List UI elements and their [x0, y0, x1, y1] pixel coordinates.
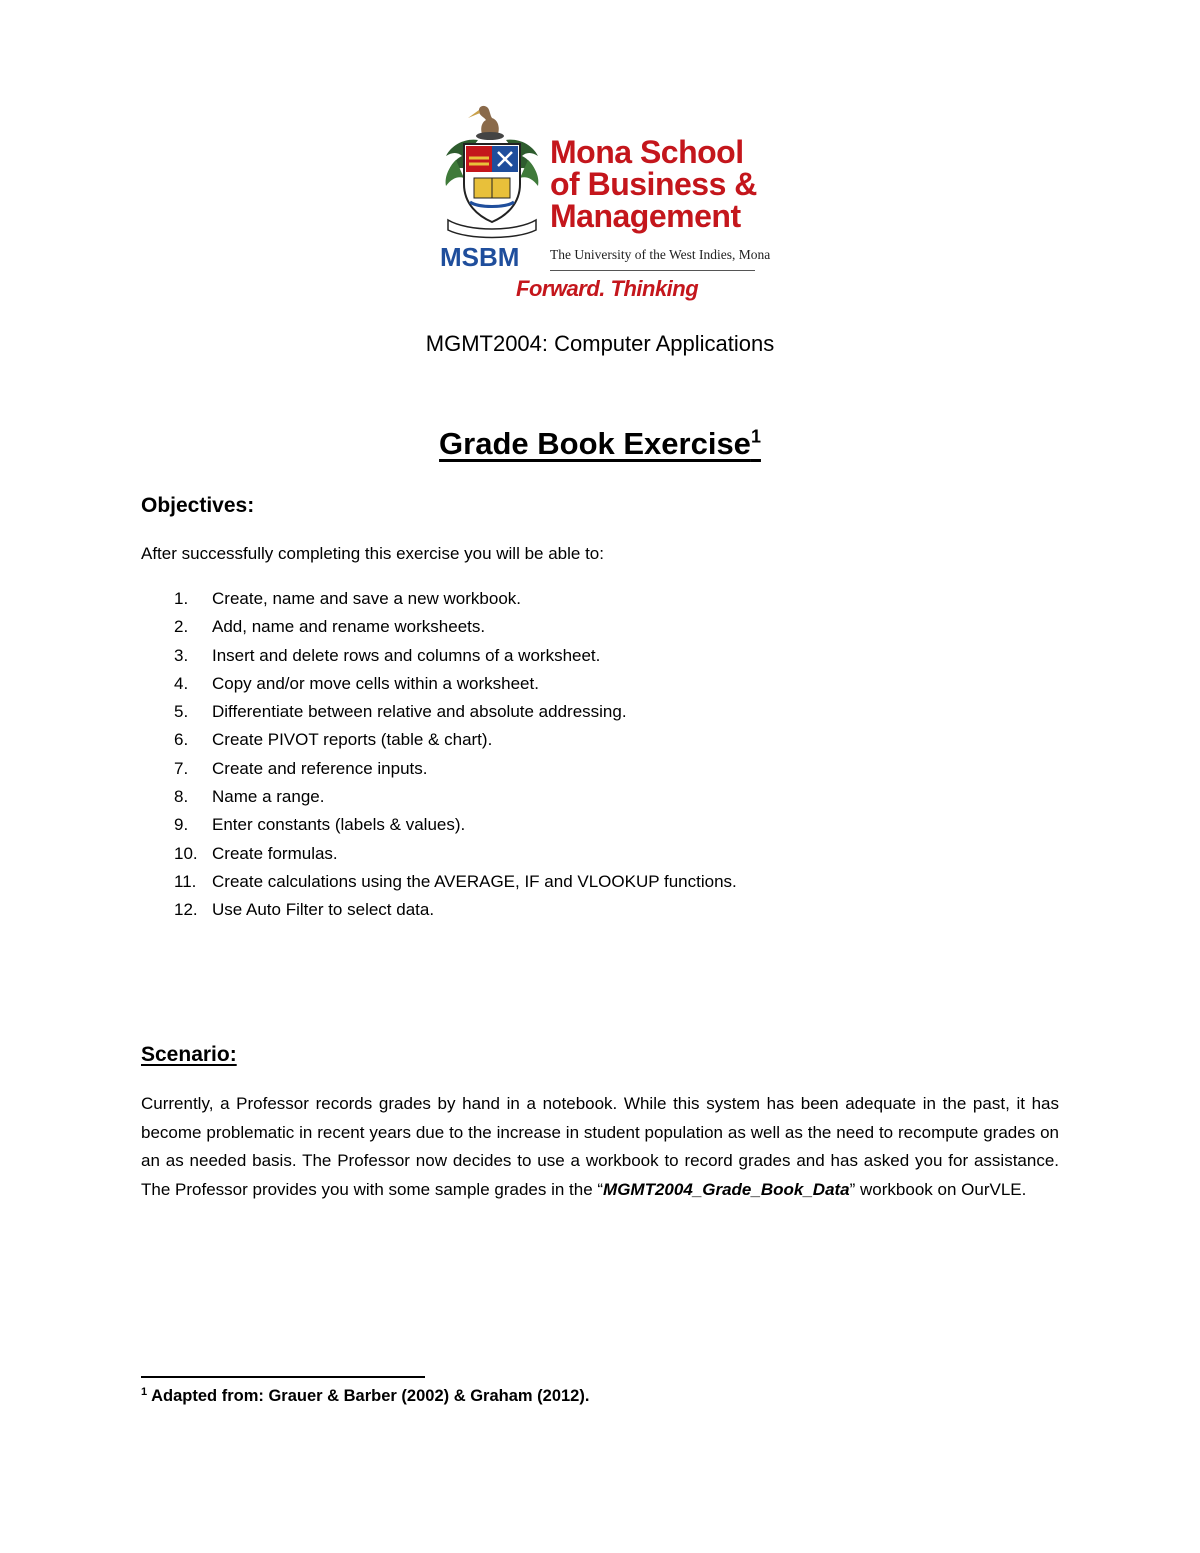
- list-item-text: Create, name and save a new workbook.: [212, 589, 522, 608]
- list-item: [141, 786, 737, 814]
- list-item-text: Use Auto Filter to select data.: [212, 900, 435, 920]
- list-item-number: 8.: [174, 787, 189, 807]
- university-name: The University of the West Indies, Mona: [550, 247, 771, 262]
- footnote-divider: [141, 1376, 425, 1378]
- scenario-heading: Scenario:: [141, 1043, 237, 1066]
- list-item-number: 9.: [174, 815, 189, 835]
- list-item: [141, 871, 737, 899]
- list-item-number: 5.: [174, 702, 189, 722]
- list-item: [141, 701, 737, 729]
- school-abbreviation: MSBM: [440, 242, 520, 272]
- list-item-number: 11.: [174, 871, 197, 891]
- list-item-number: 12.: [174, 900, 198, 920]
- list-item: [141, 616, 737, 644]
- list-item: [141, 588, 737, 616]
- list-item-number: 3.: [174, 645, 189, 665]
- list-item: [141, 729, 737, 757]
- university-crest-icon: [438, 100, 546, 240]
- page-title-text: Grade Book Exercise: [439, 426, 751, 461]
- scenario-paragraph: [141, 1090, 1059, 1204]
- objectives-list: [141, 588, 737, 928]
- list-item-number: 10.: [174, 843, 198, 863]
- logo-tagline: Forward. Thinking: [516, 276, 699, 301]
- logo-divider: [550, 270, 755, 271]
- list-item-text: Copy and/or move cells within a worksheet.: [212, 673, 539, 693]
- school-name: [550, 136, 757, 232]
- list-item: [141, 645, 737, 673]
- list-item-text: Create calculations using the AVERAGE, IF and VLOOKUP functions.: [212, 871, 737, 891]
- objectives-intro: After successfully completing this exercise you will be able to:: [141, 544, 604, 563]
- list-item-text: Enter constants (labels & values).: [212, 815, 466, 835]
- school-logo: [438, 98, 771, 308]
- list-item: [141, 758, 737, 786]
- list-item-text: Insert and delete rows and columns of a worksheet.: [212, 645, 601, 665]
- footnote-text: Adapted from: Grauer & Barber (2002) & Graham (2012).: [151, 1387, 590, 1405]
- workbook-file-name: MGMT2004_Grade_Book_Data: [603, 1179, 850, 1199]
- scenario-text: Currently, a Professor records grades by hand in a notebook. While this system has been adequate in the past, it has become problematic in recent years due to the increase in student population as well as the need to recompute grades on an as needed basis. The Professor now decides to use a workbook to record grades and has asked you for assistance. The Professor provides you with some sample grades in the “: [141, 1094, 1059, 1199]
- list-item-text: Add, name and rename worksheets.: [212, 617, 486, 637]
- list-item: [141, 899, 737, 927]
- list-item: [141, 814, 737, 842]
- course-code: MGMT2004: Computer Applications: [425, 331, 775, 356]
- list-item-number: 6.: [174, 730, 189, 750]
- footnote: [141, 1387, 589, 1406]
- objectives-heading: Objectives:: [141, 494, 255, 517]
- list-item-text: Differentiate between relative and absolute addressing.: [212, 702, 627, 722]
- school-name-line: of Business &: [550, 166, 757, 202]
- list-item-number: 2.: [174, 617, 189, 637]
- scenario-text-end: ” workbook on OurVLE.: [849, 1179, 1027, 1199]
- page-title: [0, 426, 1200, 462]
- list-item-text: Create formulas.: [212, 843, 338, 863]
- list-item-number: 7.: [174, 758, 189, 778]
- list-item-text: Name a range.: [212, 787, 325, 807]
- list-item-text: Create PIVOT reports (table & chart).: [212, 730, 493, 750]
- list-item: [141, 843, 737, 871]
- list-item-number: 4.: [174, 673, 189, 693]
- list-item-text: Create and reference inputs.: [212, 758, 428, 778]
- list-item-number: 1.: [174, 589, 189, 608]
- school-name-line: Mona School: [550, 134, 744, 170]
- list-item: [141, 673, 737, 701]
- footnote-reference[interactable]: 1: [750, 426, 761, 447]
- footnote-number: 1: [141, 1385, 148, 1398]
- school-name-line: Management: [550, 198, 741, 234]
